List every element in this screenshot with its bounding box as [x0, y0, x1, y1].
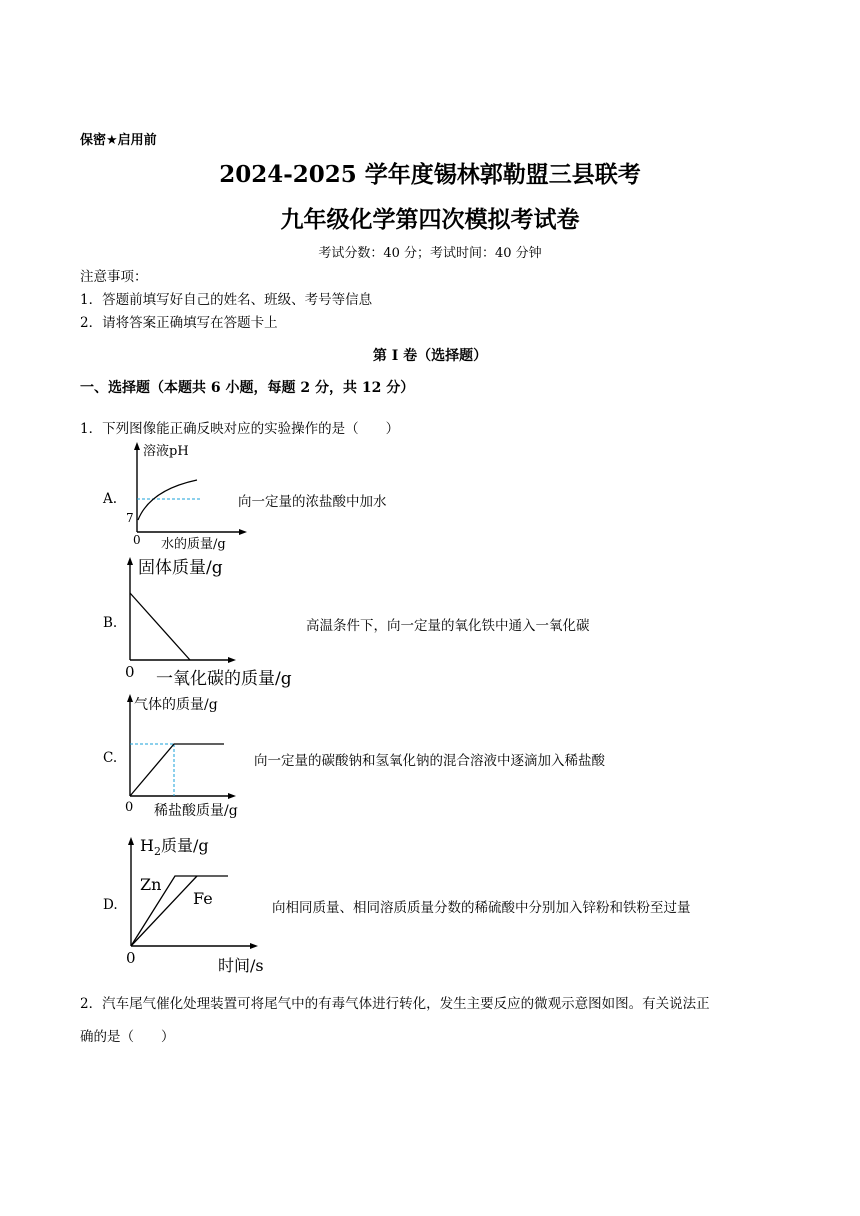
x-axis-label: 时间/s: [218, 956, 264, 975]
section-title: 第 I 卷（选择题）: [372, 348, 488, 364]
option-c-label: C.: [103, 750, 118, 766]
exam-title-line2: 九年级化学第四次模拟考试卷: [280, 206, 580, 233]
exam-meta: 考试分数：40 分；考试时间：40 分钟: [318, 246, 542, 261]
x-axis-label: 水的质量/g: [161, 537, 226, 552]
option-b-text: 高温条件下，向一定量的氧化铁中通入一氧化碳: [306, 618, 590, 634]
x-arrow: [250, 943, 258, 949]
y-arrow: [134, 442, 140, 450]
notes-heading: 注意事项：: [80, 269, 148, 285]
origin-label: 0: [125, 800, 134, 815]
ph-curve: [138, 480, 197, 520]
x-arrow: [228, 657, 236, 663]
solid-mass-line: [130, 593, 190, 660]
ph7-tick-label: 7: [126, 511, 134, 525]
fe-label: Fe: [193, 889, 213, 908]
confidential-label: 保密★启用前: [80, 133, 157, 148]
y-label-rest: 质量/g: [160, 836, 209, 855]
y-arrow: [127, 557, 133, 565]
option-a-text: 向一定量的浓盐酸中加水: [238, 494, 387, 510]
option-c-text: 向一定量的碳酸钠和氢氧化钠的混合溶液中逐滴加入稀盐酸: [254, 753, 605, 769]
y-axis-label: 气体的质量/g: [134, 697, 218, 713]
option-c-graph: [118, 688, 268, 820]
option-d-text: 向相同质量、相同溶质质量分数的稀硫酸中分别加入锌粉和铁粉至过量: [272, 900, 691, 916]
option-a-label: A.: [103, 491, 118, 507]
y-axis-label: 固体质量/g: [138, 558, 223, 578]
y-arrow: [128, 837, 134, 845]
x-arrow: [239, 529, 247, 535]
origin-label: 0: [126, 949, 136, 967]
gas-mass-line: [130, 744, 224, 796]
x-arrow: [228, 793, 236, 799]
origin-label: 0: [133, 533, 141, 547]
option-d-graph: [120, 828, 280, 976]
part-title: 一、选择题（本题共 6 小题，每题 2 分，共 12 分）: [80, 380, 415, 396]
question-1-stem: 1．下列图像能正确反映对应的实验操作的是（ ）: [80, 421, 400, 437]
x-axis-label: 一氧化碳的质量/g: [156, 669, 292, 688]
question-2-stem-line2: 确的是（ ）: [80, 1029, 175, 1045]
y-arrow: [127, 694, 133, 702]
notes-item-2: 2．请将答案正确填写在答题卡上: [80, 315, 278, 331]
notes-item-1: 1．答题前填写好自己的姓名、班级、考号等信息: [80, 292, 373, 308]
y-label-sub: 2: [153, 845, 161, 858]
option-d-label: D.: [103, 897, 118, 913]
x-axis-label: 稀盐酸质量/g: [154, 803, 238, 819]
y-axis-label: [140, 836, 209, 858]
option-b-graph: [118, 553, 308, 688]
question-2-stem-line1: 2．汽车尾气催化处理装置可将尾气中的有毒气体进行转化，发生主要反应的微观示意图如图。有关说法正: [80, 996, 710, 1012]
y-axis-label: 溶液pH: [143, 444, 189, 459]
origin-label: 0: [125, 663, 135, 681]
option-b-label: B.: [103, 615, 118, 631]
zn-label: Zn: [140, 875, 162, 894]
option-a-graph: [115, 440, 255, 552]
exam-title-line1: 2024-2025 学年度锡林郭勒盟三县联考: [219, 161, 641, 188]
y-label-h: H: [140, 836, 154, 855]
